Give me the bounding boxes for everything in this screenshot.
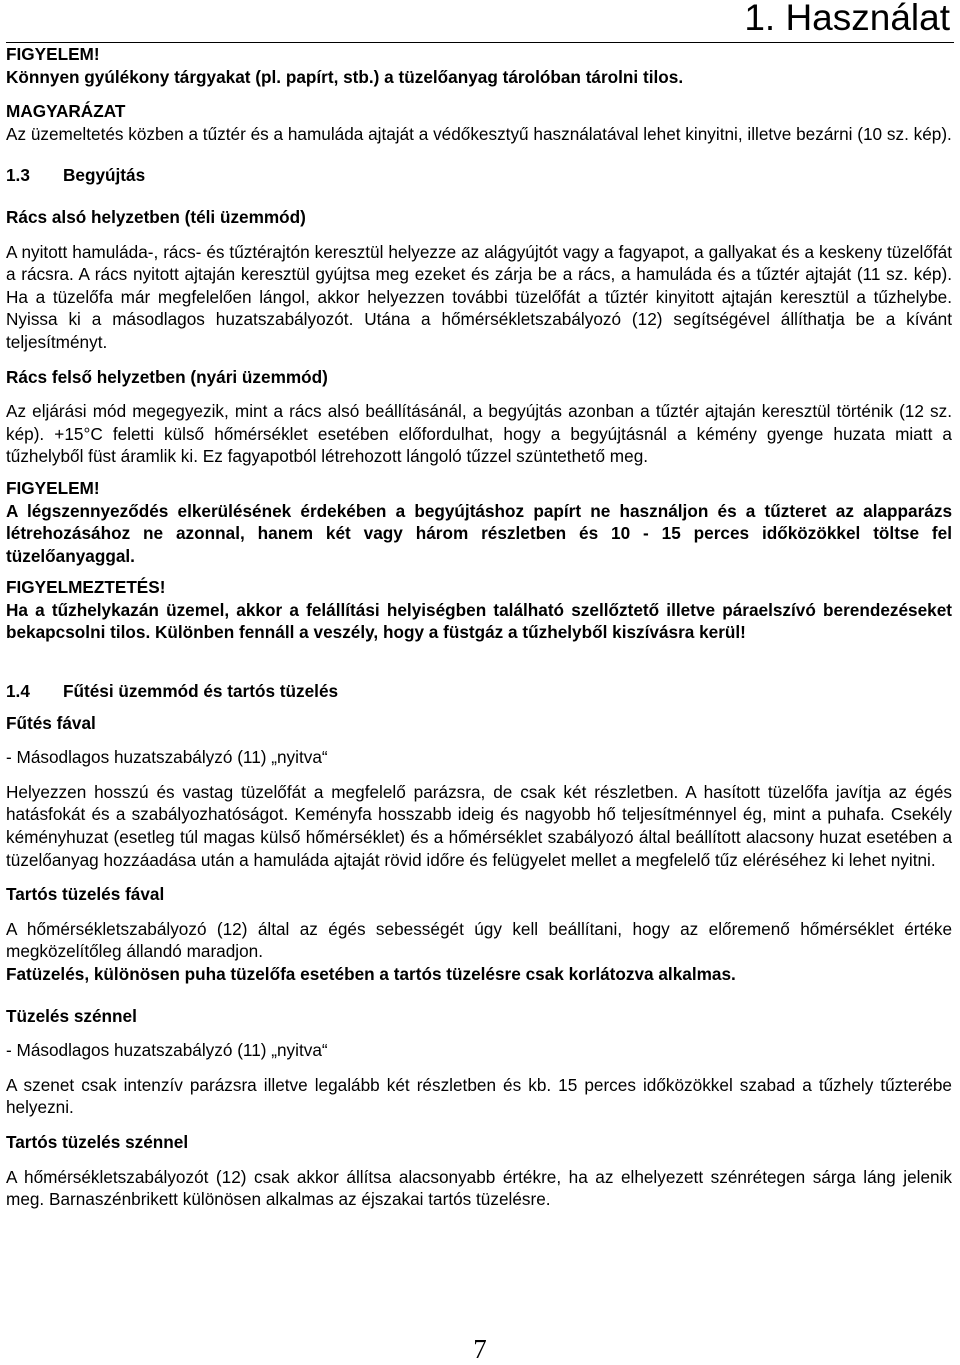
section-heading-1-3 — [6, 164, 952, 187]
section-number: 1.4 — [6, 681, 30, 702]
long-coal-text: A hőmérsékletszabályozót (12) csak akkor állítsa alacsonyabb értékre, ha az elhelyezett szénrétegen sárga láng jelenik meg. Barnaszénbrikett különösen alkalmas az éjszakai tartós tüzelésre. — [6, 1166, 952, 1210]
caution-label: FIGYELMEZTETÉS! — [6, 577, 166, 598]
explanation-text: Az üzemeltetés közben a tűztér és a hamuláda ajtaját a védőkesztyű használatával lehet kinyitni, illetve bezárni (10 sz. kép). — [6, 123, 952, 144]
summer-mode-heading: Rács felső helyzetben (nyári üzemmód) — [6, 366, 328, 387]
caution-text: Ha a tűzhelykazán üzemel, akkor a felállítási helyiségben található szellőztető illetve páraelszívó berendezéseket bekapcsolni tilos. Különben fennáll a veszély, hogy a füstgáz a tűzhelyből kiszívásra kerül! — [6, 599, 952, 643]
winter-mode-text: A nyitott hamuláda-, rács- és tűztérajtón keresztül helyezze az alágyújtót vagy a fagyapot, a gallyakat és a keskeny tüzelőfát a rácsra. A rács nyitott ajtaján keresztül gyújtsa meg ezeket és zárja be a rács, a hamuláda és a tűztér ajtaját (11 sz. kép). Ha a tüzelőfa már megfelelően lángol, akkor helyezzen további tüzelőfát a tűztér kinyitott ajtaján keresztül a tűzhelybe. Nyissa ki a másodlagos huzatszabályozót. Utána a hőmérsékletszabályozó (12) segítségével állíthatja be a kívánt teljesítményt. — [6, 241, 952, 352]
section-title: Begyújtás — [63, 165, 146, 186]
long-wood-note: Fatüzelés, különösen puha tüzelőfa esetében a tartós tüzelésre csak korlátozva alkalmas. — [6, 964, 736, 984]
long-coal-heading: Tartós tüzelés szénnel — [6, 1131, 189, 1152]
winter-mode-heading: Rács alsó helyzetben (téli üzemmód) — [6, 206, 306, 227]
section-number: 1.3 — [6, 165, 30, 186]
summer-mode-text: Az eljárási mód megegyezik, mint a rács alsó beállításánál, a begyújtás azonban a tűztér ajtaján keresztül történik (12 sz. kép). +15°C feletti külső hőmérséklet esetében előfordulhat, hogy a begyújtásnál a kémény gyenge huzata miatt a tűzhelyből füst áramlik ki. Ez fagyapotból létrehozott lángoló tűzzel szüntethető meg. — [6, 401, 952, 467]
wood-setting: - Másodlagos huzatszabályzó (11) „nyitva“ — [6, 747, 328, 768]
long-wood-heading: Tartós tüzelés fával — [6, 884, 165, 905]
warning-label: FIGYELEM! — [6, 44, 100, 64]
wood-heating-heading: Fűtés fával — [6, 712, 96, 733]
long-wood-text: A hőmérsékletszabályozó (12) által az égés sebességét úgy kell beállítani, hogy az előremenő hőmérséklet értéke megközelítőleg állandó maradjon. — [6, 918, 952, 962]
page-header — [6, 0, 954, 43]
page-number: 7 — [473, 1334, 487, 1364]
warning-text: Könnyen gyúlékony tárgyakat (pl. papírt, stb.) a tüzelőanyag tárolóban tárolni tilos. — [6, 66, 684, 87]
section-heading-1-4 — [6, 680, 952, 703]
coal-heading: Tüzelés szénnel — [6, 1005, 137, 1026]
warning-label-2: FIGYELEM! — [6, 477, 100, 498]
chapter-title: 1. Használat — [744, 0, 950, 38]
section-title: Fűtési üzemmód és tartós tüzelés — [63, 681, 339, 702]
explanation-label: MAGYARÁZAT — [6, 101, 126, 122]
coal-text: A szenet csak intenzív parázsra illetve legalább két részletben és kb. 15 perces időközökkel szabad a tűzhely tűzterébe helyezni. — [6, 1074, 952, 1118]
warning-text-2: A légszennyeződés elkerülésének érdekében a begyújtáshoz papírt ne használjon és a tűzteret az alapparázs létrehozásához ne azonnal, hanem két vagy három részletben és 10 - 15 perces időközökkel töltse fel tüzelőanyaggal. — [6, 500, 952, 566]
wood-heating-text: Helyezzen hosszú és vastag tüzelőfát a megfelelő parázsra, de csak két részletben. A hasított tüzelőfa javítja az égés hatásfokát és a szabályozhatóságot. Keményfa hosszabb ideig és nagyobb hő teljesítménnyel ég, mint a puhafa. Csekély kéményhuzat (esetleg túl magas külső hőmérséklet) és a hőmérséklet szabályozó által beállított alacsony huzat esetében a tüzelőanyag hozzáadása után a hamuláda ajtaját rövid időre és felügyelet mellet a megfelelő tűz eléréséhez ki lehet nyitni. — [6, 781, 952, 870]
page-content — [6, 43, 952, 1211]
coal-setting: - Másodlagos huzatszabályzó (11) „nyitva“ — [6, 1040, 328, 1061]
